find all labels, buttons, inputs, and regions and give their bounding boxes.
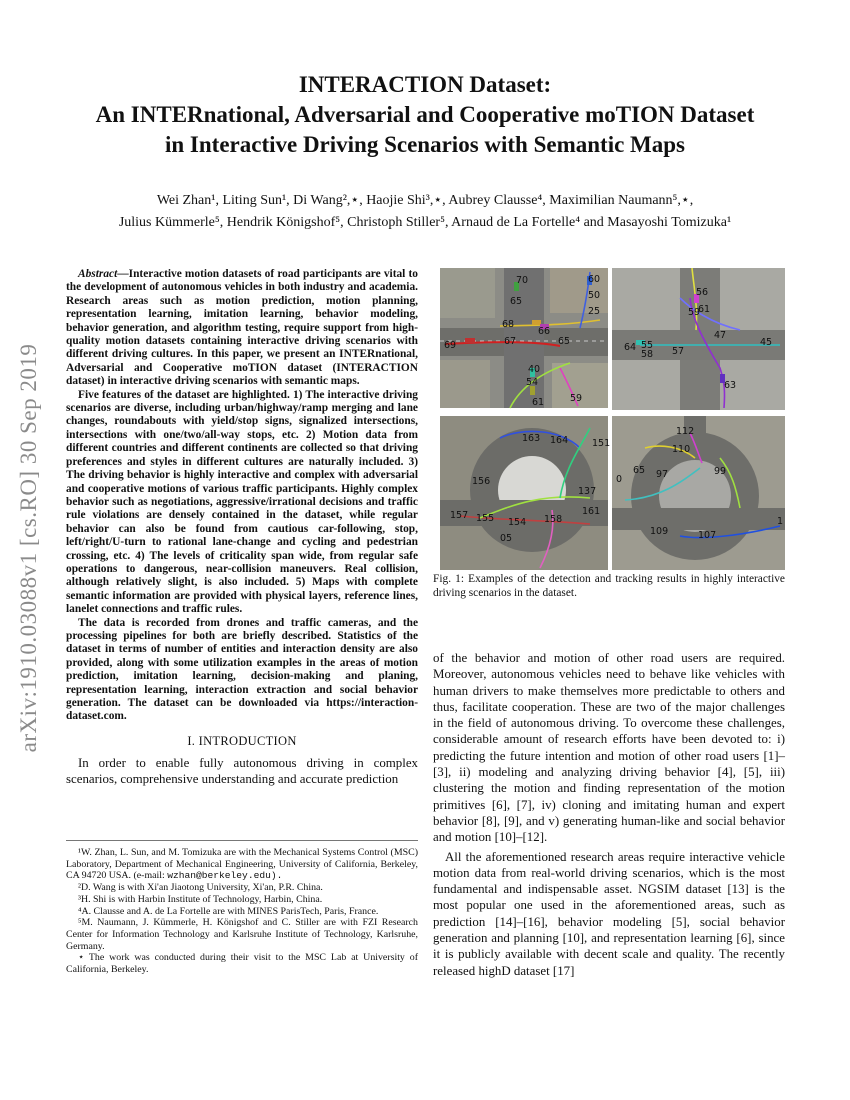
- svg-text:158: 158: [544, 514, 563, 525]
- paper-title: [40, 70, 810, 160]
- right-column: [433, 650, 785, 979]
- svg-text:40: 40: [528, 364, 541, 375]
- abstract-text-1: —Interactive motion datasets of road participants are vital to the development of autonomous vehicles in both industry and academia. Research areas such as motion prediction, motion planning, representation learning, imitation learning, behavior modeling, behavior generation, and algorithm testing, require support from high-quality motion datasets containing interactive driving scenarios with different driving cultures. In this paper, we present an INTERnational, Adversarial and Cooperative moTION dataset (INTERACTION dataset) in interactive driving scenarios with semantic maps.: [66, 268, 418, 388]
- svg-text:57: 57: [672, 346, 685, 357]
- svg-text:110: 110: [672, 444, 691, 455]
- section-heading-introduction: I. INTRODUCTION: [187, 733, 297, 748]
- svg-text:1: 1: [777, 516, 784, 527]
- svg-text:59: 59: [688, 307, 701, 318]
- abstract-paragraph-1: [66, 268, 418, 389]
- panel-a: [440, 268, 608, 408]
- panel-c: [440, 416, 610, 570]
- svg-text:05: 05: [500, 533, 513, 544]
- footnote-6: ⋆ The work was conducted during their visit to the MSC Lab at University of California, Berkeley.: [66, 952, 418, 976]
- panel-d: [612, 416, 785, 570]
- svg-text:61: 61: [698, 304, 711, 315]
- title-line-1: INTERACTION Dataset:: [298, 72, 552, 97]
- footnote-2: ²D. Wang is with Xi'an Jiaotong University, Xi'an, P.R. China.: [78, 882, 323, 894]
- figure-1: [440, 268, 785, 570]
- arxiv-stamp: [14, 288, 44, 808]
- svg-text:163: 163: [522, 433, 541, 444]
- svg-text:64: 64: [624, 342, 637, 353]
- right-paragraph-2: All the aforementioned research areas require interactive vehicle motion data from real-world driving scenarios, which is the most fundamental and indispensable asset. NGSIM dataset [13] is the most popular one used in the aforementioned areas, such as prediction [14]–[16], behavior modeling [5], social behavior generation and planning [10], and representation learning [6], since it is publicly available with decent scale and quality. The recently released highD dataset [17]: [433, 849, 785, 978]
- svg-text:59: 59: [570, 393, 583, 404]
- svg-text:56: 56: [696, 287, 709, 298]
- svg-text:50: 50: [588, 290, 601, 301]
- svg-text:54: 54: [526, 377, 539, 388]
- figure-1-image: [440, 268, 785, 570]
- svg-text:107: 107: [698, 530, 717, 541]
- svg-text:47: 47: [714, 330, 727, 341]
- svg-text:155: 155: [476, 513, 495, 524]
- intro-paragraph-1: In order to enable fully autonomous driving in complex scenarios, comprehensive understanding and accurate prediction: [66, 755, 418, 787]
- svg-text:66: 66: [538, 326, 551, 337]
- svg-text:70: 70: [516, 275, 529, 286]
- svg-text:67: 67: [504, 336, 517, 347]
- abstract-label: Abstract: [78, 268, 118, 280]
- svg-text:69: 69: [444, 340, 457, 351]
- svg-text:97: 97: [656, 469, 669, 480]
- footnote-1: [66, 847, 418, 882]
- svg-text:65: 65: [510, 296, 523, 307]
- title-line-3: in Interactive Driving Scenarios with Semantic Maps: [164, 132, 685, 157]
- svg-text:112: 112: [676, 426, 695, 437]
- footnote-3: ³H. Shi is with Harbin Institute of Technology, Harbin, China.: [78, 893, 323, 905]
- svg-text:151: 151: [592, 438, 611, 449]
- svg-text:60: 60: [588, 274, 601, 285]
- svg-text:154: 154: [508, 517, 527, 528]
- left-column: [66, 268, 418, 787]
- footnote-email: wzhan@berkeley.edu).: [167, 870, 283, 882]
- authors-line-1: Wei Zhan¹, Liting Sun¹, Di Wang²,⋆, Haojie Shi³,⋆, Aubrey Clausse⁴, Maximilian Naumann⁵,⋆,: [156, 193, 694, 208]
- figure-1-caption: Fig. 1: Examples of the detection and tracking results in highly interactive driving scenarios in the dataset.: [433, 573, 785, 599]
- panel-b: [612, 268, 785, 410]
- svg-text:61: 61: [532, 397, 545, 408]
- footnote-1-text: ¹W. Zhan, L. Sun, and M. Tomizuka are with the Mechanical Systems Control (MSC) Laboratory, Department of Mechanical Engineering, University of California, Berkeley, CA 94720 USA. (e-mail:: [66, 847, 418, 882]
- svg-text:157: 157: [450, 510, 469, 521]
- abstract-paragraph-2: Five features of the dataset are highlighted. 1) The interactive driving scenarios are diverse, including urban/highway/ramp merging and lane changes, roundabouts with yield/stop signs, signalized intersections, intersections with one/two/all-way stops, etc. 2) Motion data from different countries and different continents are collected so that driving preferences and styles in different cultures are naturally included. 3) The driving behavior is highly interactive and complex with adversarial and cooperative motions of various traffic participants. Highly complex behavior such as negotiations, aggressive/irrational decisions and traffic rule violations are densely contained in the dataset, while regular behavior can also be found from cautious car-following, stop, left/right/U-turn to rational lane-change and cycling and pedestrian crossing, etc. 4) The levels of criticality span wide, from regular safe operations to dangerous, near-collision maneuvers. Real collision, although relatively slight, is also included. 5) Maps with complete semantic information are provided with physical layers, reference lines, lanelet connections and traffic rules.: [66, 388, 418, 616]
- svg-text:65: 65: [633, 465, 646, 476]
- svg-text:164: 164: [550, 435, 569, 446]
- arxiv-id: arXiv:1910.03088v1 [cs.RO] 30 Sep 2019: [16, 343, 41, 753]
- svg-text:58: 58: [641, 349, 654, 360]
- abstract-paragraph-3: The data is recorded from drones and traffic cameras, and the processing pipelines for both are briefly described. Statistics of the dataset in terms of number of entities and interaction density are also provided, along with some utilization examples in the areas of motion prediction, imitation learning, decision-making and planing, representation learning, interaction extraction and social behavior generation. The dataset can be downloaded via https://interaction-dataset.com.: [66, 616, 418, 723]
- svg-text:161: 161: [582, 506, 601, 517]
- title-line-2: An INTERnational, Adversarial and Cooperative moTION Dataset: [95, 102, 755, 127]
- footnotes: [66, 840, 418, 976]
- right-paragraph-1: of the behavior and motion of other road users are required. Moreover, autonomous vehicles need to behave like vehicles with human drivers to make themselves more predictable to others and thus, facilitate cooperation. These are two of the major challenges in the field of autonomous driving. To overcome these challenges, considerable amount of research efforts have been devoted to: i) predicting the future intention and motion of other road users [1]–[3], ii) modeling and analyzing driving behavior [4], [5], iii) clustering the motion and finding representation of the motion primitives [6], [7], iv) cloning and imitating human and expert behavior [8], [9], and v) generating human-like and social behavior and motion [10]–[12].: [433, 651, 785, 845]
- svg-text:156: 156: [472, 476, 491, 487]
- authors-line-2: Julius Kümmerle⁵, Hendrik Königshof⁵, Christoph Stiller⁵, Arnaud de La Fortelle⁴ and Masayoshi Tomizuka¹: [118, 215, 732, 230]
- svg-text:65: 65: [558, 336, 571, 347]
- svg-text:55: 55: [641, 340, 654, 351]
- svg-text:25: 25: [588, 306, 601, 317]
- svg-text:137: 137: [578, 486, 597, 497]
- svg-text:0: 0: [616, 474, 623, 485]
- footnote-4: ⁴A. Clausse and A. de La Fortelle are with MINES ParisTech, Paris, France.: [78, 905, 379, 917]
- svg-text:109: 109: [650, 526, 669, 537]
- svg-text:45: 45: [760, 337, 773, 348]
- svg-text:99: 99: [714, 466, 727, 477]
- svg-text:68: 68: [502, 319, 515, 330]
- author-list: [40, 190, 810, 234]
- svg-text:63: 63: [724, 380, 737, 391]
- footnote-5: ⁵M. Naumann, J. Kümmerle, H. Königshof and C. Stiller are with FZI Research Center for Information Technology and Karlsruhe Institute of Technology, Karlsruhe, Germany.: [66, 917, 418, 952]
